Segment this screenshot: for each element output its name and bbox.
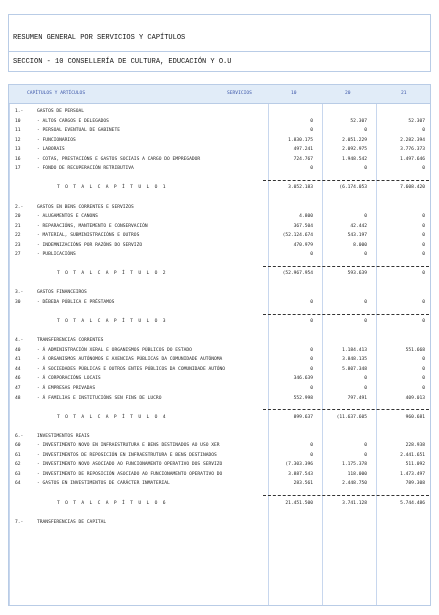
row-description: - FONDO DE RECUPERACIÓN RETRIBUTIVA: [37, 166, 134, 172]
row-description: TRANSFERENCIAS DE CAPITAL: [37, 519, 107, 525]
row-description: GASTOS DE PERSOAL: [37, 109, 85, 114]
table-row: [9, 222, 430, 231]
row-description: - GASTOS EN INVESTIMENTOS DE CARÁCTER INMATERIAL: [37, 481, 170, 487]
row-description: - INDEMNIZACIÓNS POR RAZÓNS DO SERVIZO: [37, 242, 143, 248]
row-description: - REPARACIÓNS, MANTEMENTO E CONSERVACIÓN: [37, 223, 148, 229]
cell-v10: 724.767: [293, 156, 313, 162]
cell-v21: 1.473.497: [400, 471, 425, 477]
table-row: [9, 470, 430, 479]
table-row: [9, 298, 430, 307]
cell-v20: 2.051.229: [342, 137, 367, 143]
chapter-heading-row: [9, 288, 430, 297]
chapter-heading-row: [9, 336, 430, 345]
row-code: 13: [15, 147, 21, 153]
total-separator-line: [263, 314, 429, 315]
cell-v21: 0: [422, 385, 425, 391]
table-row: [9, 250, 430, 259]
cell-v20: 0: [364, 443, 367, 449]
cell-v20: 3.741.128: [342, 500, 367, 506]
row-code: 12: [15, 137, 21, 143]
cell-v21: 52.307: [408, 118, 425, 124]
total-separator-line: [263, 180, 429, 181]
spacer-row: [9, 508, 430, 517]
row-description: - INVESTIMENTOS DE REPOSICIÓN EN INFRAESTRUTURA E BENS DESTINADOS: [37, 452, 217, 458]
row-code: 20: [15, 214, 21, 220]
row-description: - ALUGAMENTOS E CANONS: [37, 214, 98, 220]
col-header-21: 21: [401, 91, 407, 96]
cell-v21: 2.282.394: [400, 137, 425, 143]
row-code: 30: [15, 300, 21, 305]
row-description: - ALTOS CARGOS E DELEGADOS: [37, 118, 109, 124]
cell-v21: 0: [422, 166, 425, 172]
row-code: 44: [15, 366, 21, 372]
cell-v21: 511.092: [405, 462, 425, 468]
total-row: [9, 317, 430, 326]
row-description: - Á SOCIEDADES PÚBLICAS E OUTROS ENTES PÚBLICOS DA COMUNIDADE AUTÓNO: [37, 366, 226, 372]
table-row: [9, 365, 430, 374]
row-code: 40: [15, 347, 21, 353]
spacer-row: [9, 422, 430, 431]
cell-v21: 960.681: [405, 414, 425, 420]
table-row: [9, 145, 430, 154]
cell-v20: 118.000: [347, 471, 367, 477]
row-code: 7.-: [15, 519, 24, 525]
row-description: - INVESTIMENTO NOVO EN INFRAESTRUTURA E BENS DESTINADOS AO USO XER: [37, 443, 220, 449]
report-title-box: [8, 14, 431, 52]
row-description: T O T A L C A P Í T U L O 1: [57, 185, 167, 191]
cell-v21: 5.744.486: [400, 500, 425, 506]
row-description: INVESTIMENTOS REAIS: [37, 433, 90, 439]
total-separator-line: [263, 495, 429, 496]
cell-v21: 0: [422, 223, 425, 229]
cell-v10: 0: [310, 166, 313, 172]
table-row: [9, 136, 430, 145]
cell-v10: 0: [310, 252, 313, 258]
cell-v10: 497.241: [293, 147, 313, 153]
cell-v21: 0: [422, 233, 425, 239]
row-code: 16: [15, 156, 21, 162]
row-code: 63: [15, 471, 21, 477]
section-title: SECCION - 10 CONSELLERÍA DE CULTURA, EDUCACIÓN Y O.U: [13, 58, 232, 66]
row-description: - INVESTIMENTO NOVO ASOCIADO AO FUNCIONAMENTO OPERATIVO DOS SERVIZO: [37, 462, 223, 468]
cell-v20: 2.448.750: [342, 481, 367, 487]
row-description: - DÉBEDA PÚBLICA E PRÉSTAMOS: [37, 300, 115, 305]
row-code: 21: [15, 223, 21, 229]
cell-v20: 0: [364, 319, 367, 325]
column-header-row: [9, 85, 430, 104]
row-description: - COTAS, PRESTACIÓNS E GASTOS SOCIAIS A CARGO DO EMPREGADOR: [37, 156, 201, 162]
cell-v20: 1.175.378: [342, 462, 367, 468]
cell-v20: 1.184.413: [342, 347, 367, 353]
cell-v10: 0: [310, 118, 313, 124]
row-code: 17: [15, 166, 21, 172]
row-code: 1.-: [15, 109, 24, 114]
row-code: 3.-: [15, 290, 24, 296]
total-row: [9, 269, 430, 278]
row-code: 62: [15, 462, 21, 468]
cell-v20: 52.307: [350, 118, 367, 124]
cell-v20: 0: [364, 385, 367, 391]
cell-v21: 0: [422, 271, 425, 277]
table-row: [9, 117, 430, 126]
cell-v10: 0: [310, 385, 313, 391]
row-code: 4.-: [15, 338, 24, 344]
chapter-heading-row: [9, 107, 430, 116]
cell-v10: 0: [310, 347, 313, 353]
cell-v20: 8.000: [353, 242, 367, 248]
col-header-services: SERVICIOS: [227, 91, 252, 96]
cell-v10: 283.561: [293, 481, 313, 487]
cell-v20: 0: [364, 128, 367, 134]
cell-v10: 4.800: [299, 214, 313, 220]
chapter-heading-row: [9, 518, 430, 527]
row-code: 6.-: [15, 433, 24, 439]
cell-v10: (52.124.674: [282, 233, 313, 239]
table-row: [9, 212, 430, 221]
chapter-heading-row: [9, 203, 430, 212]
report-title: RESUMEN GENERAL POR SERVICIOS Y CAPÍTULOS: [13, 34, 186, 42]
table-row: [9, 164, 430, 173]
cell-v20: 0: [364, 376, 367, 382]
section-title-box: [8, 52, 431, 72]
cell-v21: 228.938: [405, 443, 425, 449]
row-code: 48: [15, 395, 21, 401]
separator-row: [9, 403, 430, 412]
chapter-heading-row: [9, 432, 430, 441]
cell-v10: 0: [310, 300, 313, 305]
spacer-row: [9, 193, 430, 202]
row-description: T O T A L C A P Í T U L O 6: [57, 500, 167, 506]
row-description: - Á CORPORACIÓNS LOCAIS: [37, 376, 101, 382]
total-separator-line: [263, 266, 429, 267]
cell-v21: 409.013: [405, 395, 425, 401]
cell-v20: 593.639: [347, 271, 367, 277]
total-row: [9, 183, 430, 192]
row-code: 41: [15, 357, 21, 363]
table-row: [9, 460, 430, 469]
row-description: - Á FAMILIAS E INSTITUCIÓNS SEN FINS DE LUCRO: [37, 395, 162, 401]
row-code: 23: [15, 242, 21, 248]
cell-v20: 3.848.135: [342, 357, 367, 363]
cell-v20: (11.637.605: [336, 414, 367, 420]
cell-v21: 0: [422, 214, 425, 220]
row-code: 22: [15, 233, 21, 239]
col-header-10: 10: [291, 91, 297, 96]
cell-v21: 0: [422, 242, 425, 248]
table-row: [9, 441, 430, 450]
cell-v10: 3.052.183: [288, 185, 313, 191]
cell-v21: 0: [422, 128, 425, 134]
budget-table: [8, 84, 431, 606]
cell-v21: 7.608.420: [400, 185, 425, 191]
cell-v20: 5.807.348: [342, 366, 367, 372]
spacer-row: [9, 327, 430, 336]
row-code: 64: [15, 481, 21, 487]
separator-row: [9, 260, 430, 269]
cell-v20: 42.442: [350, 223, 367, 229]
row-code: 11: [15, 128, 21, 134]
cell-v10: 0: [310, 128, 313, 134]
cell-v20: 543.197: [347, 233, 367, 239]
table-row: [9, 451, 430, 460]
cell-v10: 21.451.500: [285, 500, 313, 506]
cell-v10: 367.504: [293, 223, 313, 229]
cell-v10: 0: [310, 357, 313, 363]
row-description: GASTOS FINANCEIROS: [37, 290, 87, 296]
separator-row: [9, 174, 430, 183]
row-description: - Á ADMINISTRACIÓN XERAL E ORGANISMOS PÚBLICOS DO ESTADO: [37, 347, 192, 353]
row-description: - MATERIAL, SUBMINISTRACIÓNS E OUTROS: [37, 233, 140, 239]
spacer-row: [9, 279, 430, 288]
row-description: T O T A L C A P Í T U L O 3: [57, 319, 167, 325]
row-description: T O T A L C A P Í T U L O 4: [57, 414, 167, 420]
row-code: 47: [15, 385, 21, 391]
cell-v20: 0: [364, 252, 367, 258]
table-row: [9, 355, 430, 364]
col-header-20: 20: [345, 91, 351, 96]
table-row: [9, 384, 430, 393]
row-code: 10: [15, 118, 21, 124]
table-row: [9, 346, 430, 355]
row-description: - INVESTIMENTO DE REPOSICIÓN ASOCIADO AO FUNCIONAMENTO OPERATIVO DO: [37, 471, 223, 477]
row-description: - PERSOAL EVENTUAL DE GABINETE: [37, 128, 120, 134]
table-row: [9, 126, 430, 135]
cell-v10: (7.303.396: [285, 462, 313, 468]
cell-v21: 2.441.651: [400, 452, 425, 458]
cell-v21: 0: [422, 357, 425, 363]
cell-v20: 0: [364, 166, 367, 172]
row-description: - FUNCIONARIOS: [37, 137, 76, 143]
cell-v20: 797.491: [347, 395, 367, 401]
cell-v21: 1.497.646: [400, 156, 425, 162]
cell-v21: 3.776.373: [400, 147, 425, 153]
cell-v21: 789.308: [405, 481, 425, 487]
total-separator-line: [263, 409, 429, 410]
row-description: GASTOS EN BENS CORRENTES E SERVIZOS: [37, 204, 134, 210]
row-code: 2.-: [15, 204, 24, 210]
row-code: 27: [15, 252, 21, 258]
cell-v10: 0: [310, 452, 313, 458]
table-row: [9, 155, 430, 164]
table-row: [9, 231, 430, 240]
cell-v21: 0: [422, 300, 425, 305]
cell-v20: (6.174.053: [339, 185, 367, 191]
cell-v10: 0: [310, 366, 313, 372]
cell-v20: 0: [364, 452, 367, 458]
table-row: [9, 479, 430, 488]
table-row: [9, 374, 430, 383]
cell-v20: 2.092.975: [342, 147, 367, 153]
total-row: [9, 499, 430, 508]
cell-v10: 552.998: [293, 395, 313, 401]
cell-v10: 899.637: [293, 414, 313, 420]
cell-v21: 551.668: [405, 347, 425, 353]
cell-v10: 3.887.543: [288, 471, 313, 477]
row-description: T O T A L C A P Í T U L O 2: [57, 271, 167, 277]
cell-v21: 0: [422, 366, 425, 372]
cell-v20: 0: [364, 300, 367, 305]
total-row: [9, 413, 430, 422]
row-description: TRANSFERENCIAS CORRENTES: [37, 338, 104, 344]
cell-v10: 1.830.175: [288, 137, 313, 143]
cell-v10: 470.979: [293, 242, 313, 248]
cell-v21: 0: [422, 319, 425, 325]
table-row: [9, 241, 430, 250]
row-code: 60: [15, 443, 21, 449]
cell-v21: 0: [422, 376, 425, 382]
cell-v10: (52.967.954: [282, 271, 313, 277]
row-description: - LABORAIS: [37, 147, 65, 153]
col-header-articles: CAPÍTULOS Y ARTÍCULOS: [27, 91, 86, 96]
cell-v20: 0: [364, 214, 367, 220]
row-description: - Á ORGANISMOS AUTÓNOMOS E AXENCIAS PÚBLICAS DA COMUNIDADE AUTÓNOMA: [37, 357, 223, 363]
cell-v21: 0: [422, 252, 425, 258]
cell-v10: 346.639: [293, 376, 313, 382]
cell-v10: 0: [310, 319, 313, 325]
table-row: [9, 394, 430, 403]
cell-v10: 0: [310, 443, 313, 449]
cell-v20: 1.948.542: [342, 156, 367, 162]
separator-row: [9, 489, 430, 498]
separator-row: [9, 308, 430, 317]
row-code: 61: [15, 452, 21, 458]
row-description: - PUBLICACIÓNS: [37, 252, 76, 258]
row-code: 46: [15, 376, 21, 382]
row-description: - Á EMPRESAS PRIVADAS: [37, 385, 96, 391]
